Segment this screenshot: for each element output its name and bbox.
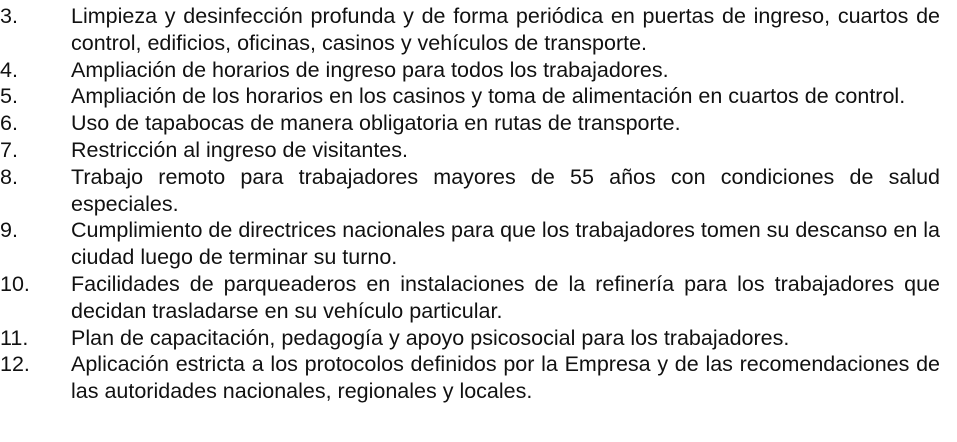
list-item bbox=[0, 164, 957, 218]
list-item-text: Ampliación de horarios de ingreso para todos los trabajadores. bbox=[71, 57, 669, 82]
list-item-text: Trabajo remoto para trabajadores mayores de 55 años con condiciones de salud especiales. bbox=[71, 164, 940, 216]
list-item-text: Limpieza y desinfección profunda y de forma periódica en puertas de ingreso, cuartos de control, edificios, oficinas, casinos y vehículos de transporte. bbox=[71, 4, 940, 55]
list-item-number: 9. bbox=[0, 218, 18, 243]
list-item-text: Cumplimiento de directrices nacionales para que los trabajadores tomen su descanso en la ciudad luego de terminar su turno. bbox=[71, 218, 940, 270]
list-item-number: 3. bbox=[0, 4, 18, 28]
measures-list bbox=[0, 3, 957, 405]
list-item-text: Plan de capacitación, pedagogía y apoyo psicosocial para los trabajadores. bbox=[71, 325, 790, 350]
list-item bbox=[0, 110, 957, 137]
list-item-text: Restricción al ingreso de visitantes. bbox=[71, 137, 408, 162]
list-item bbox=[0, 217, 957, 271]
list-item-number: 10. bbox=[0, 271, 30, 296]
list-item-number: 8. bbox=[0, 164, 18, 189]
list-item-number: 11. bbox=[0, 325, 29, 350]
list-item-number: 6. bbox=[0, 111, 18, 136]
list-item-text: Uso de tapabocas de manera obligatoria en rutas de transporte. bbox=[71, 111, 681, 136]
list-item bbox=[0, 137, 957, 164]
list-item bbox=[0, 271, 957, 325]
list-item bbox=[0, 3, 957, 57]
list-item-number: 5. bbox=[0, 84, 18, 109]
list-item-number: 4. bbox=[0, 57, 18, 82]
list-item-text: Ampliación de los horarios en los casinos y toma de alimentación en cuartos de control. bbox=[71, 84, 906, 109]
list-item-number: 7. bbox=[0, 137, 18, 162]
list-item-number: 12. bbox=[0, 352, 30, 377]
list-item bbox=[0, 325, 957, 352]
list-item-text: Aplicación estricta a los protocolos definidos por la Empresa y de las recomendaciones de las autoridades nacionales, regionales y locales. bbox=[71, 352, 940, 404]
list-item bbox=[0, 351, 957, 405]
list-item bbox=[0, 83, 957, 110]
list-item bbox=[0, 57, 957, 84]
list-item-text: Facilidades de parqueaderos en instalaciones de la refinería para los trabajadores que decidan trasladarse en su vehículo particular. bbox=[71, 271, 940, 323]
